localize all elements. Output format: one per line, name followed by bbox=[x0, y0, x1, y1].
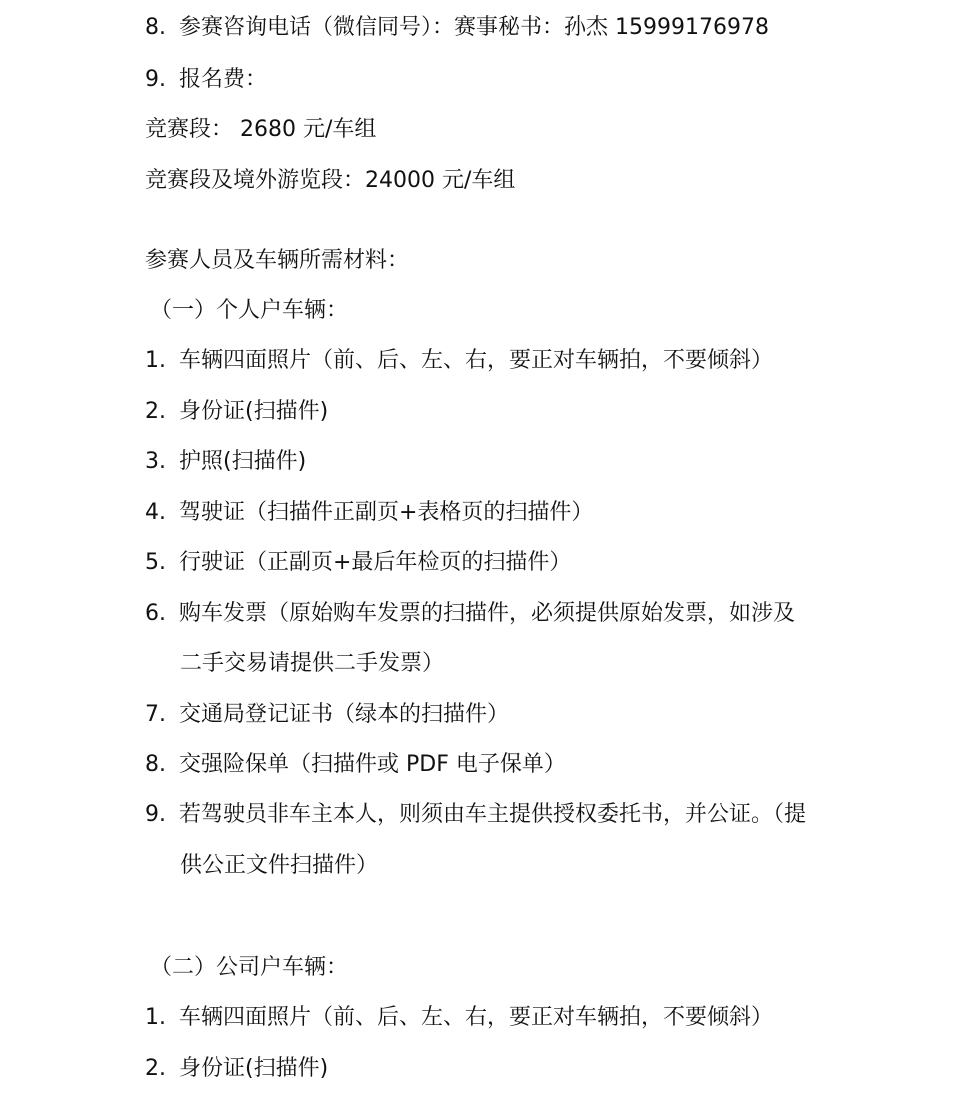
list-item bbox=[145, 548, 571, 578]
item-text: 身份证(扫描件) bbox=[179, 1056, 329, 1081]
list-item bbox=[145, 800, 806, 830]
list-item bbox=[145, 1003, 773, 1033]
section-personal-title: （一）个人户车辆： bbox=[150, 298, 349, 323]
list-item-registration-fee bbox=[145, 65, 267, 95]
item-text: 护照(扫描件) bbox=[179, 449, 307, 474]
item-text: 车辆四面照片（前、后、左、右，要正对车辆拍，不要倾斜） bbox=[179, 348, 774, 373]
item-number: 8. bbox=[145, 15, 166, 40]
item-text: 报名费： bbox=[179, 67, 268, 92]
fee-competition-and-tour: 竞赛段及境外游览段：24000 元/车组 bbox=[145, 168, 516, 193]
item-text: 交强险保单（扫描件或 PDF 电子保单） bbox=[179, 752, 566, 777]
item-text: 交通局登记证书（绿本的扫描件） bbox=[179, 702, 510, 727]
item-number: 8. bbox=[145, 752, 166, 777]
list-item bbox=[145, 599, 795, 629]
item-number: 5. bbox=[145, 550, 166, 575]
fee-competition: 竞赛段： 2680 元/车组 bbox=[145, 117, 377, 142]
list-item-continuation: 供公正文件扫描件） bbox=[180, 853, 379, 878]
item-number: 4. bbox=[145, 500, 166, 525]
item-text: 驾驶证（扫描件正副页+表格页的扫描件） bbox=[179, 500, 594, 525]
item-number: 2. bbox=[145, 399, 166, 424]
item-number: 1. bbox=[145, 1005, 166, 1030]
list-item bbox=[145, 447, 306, 477]
list-item bbox=[145, 1054, 328, 1084]
list-item-contact-phone bbox=[145, 13, 769, 43]
materials-heading: 参赛人员及车辆所需材料： bbox=[145, 248, 410, 273]
item-number: 9. bbox=[145, 67, 166, 92]
list-item bbox=[145, 397, 328, 427]
item-text: 行驶证（正副页+最后年检页的扫描件） bbox=[179, 550, 572, 575]
list-item bbox=[145, 346, 773, 376]
item-number: 1. bbox=[145, 348, 166, 373]
item-text: 身份证(扫描件) bbox=[179, 399, 329, 424]
item-number: 7. bbox=[145, 702, 166, 727]
list-item bbox=[145, 750, 566, 780]
list-item-continuation: 二手交易请提供二手发票） bbox=[180, 651, 445, 676]
item-text: 车辆四面照片（前、后、左、右，要正对车辆拍，不要倾斜） bbox=[179, 1005, 774, 1030]
item-number: 6. bbox=[145, 601, 166, 626]
item-number: 9. bbox=[145, 802, 166, 827]
item-text: 购车发票（原始购车发票的扫描件，必须提供原始发票，如涉及 bbox=[179, 601, 796, 626]
section-company-title: （二）公司户车辆： bbox=[150, 955, 349, 980]
item-number: 2. bbox=[145, 1056, 166, 1081]
list-item bbox=[145, 498, 593, 528]
item-text: 参赛咨询电话（微信同号）：赛事秘书：孙杰 15999176978 bbox=[179, 15, 769, 40]
list-item bbox=[145, 700, 509, 730]
item-text: 若驾驶员非车主本人，则须由车主提供授权委托书，并公证。（提 bbox=[179, 802, 807, 827]
item-number: 3. bbox=[145, 449, 166, 474]
